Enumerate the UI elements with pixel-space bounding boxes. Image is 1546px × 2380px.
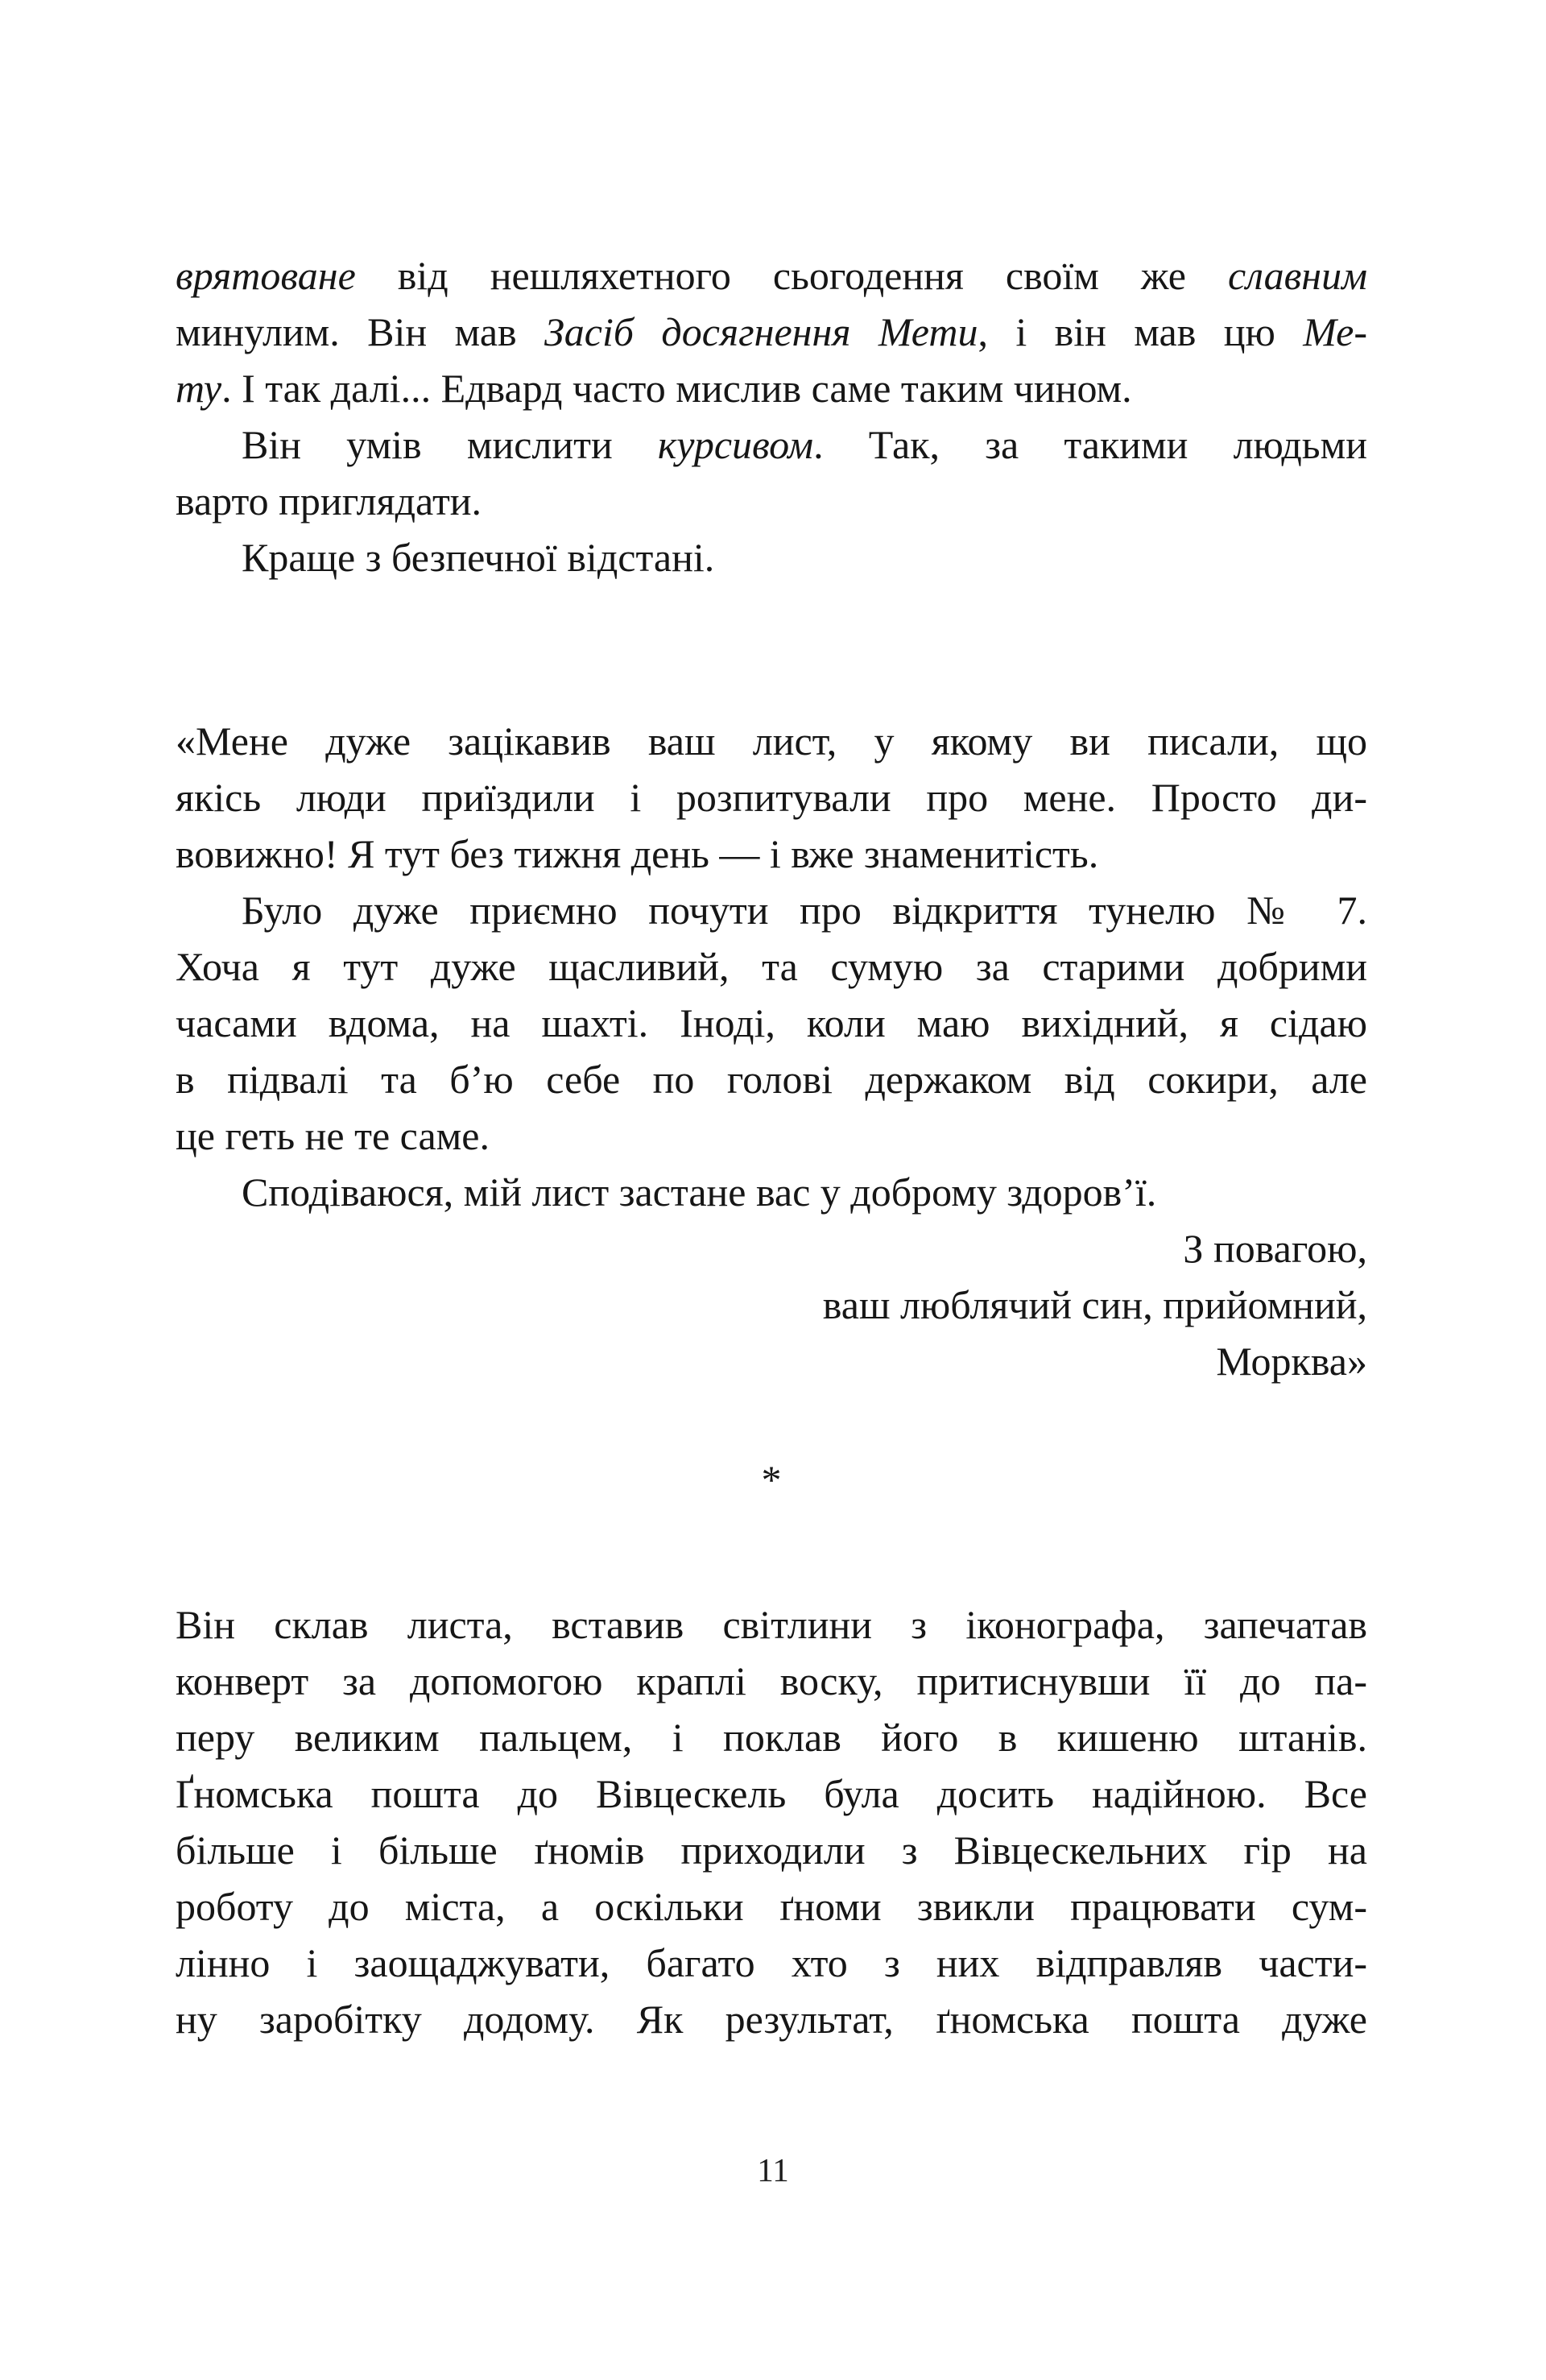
narration-paragraph-continued xyxy=(176,247,1367,416)
text-segment: Він склав листа, вставив світлини з іконографа, запечатав xyxy=(176,1602,1367,1647)
text-line xyxy=(176,1051,1367,1107)
letter-paragraph xyxy=(176,713,1367,882)
italic-text-segment: славним xyxy=(1227,253,1367,298)
text-line xyxy=(176,247,1367,304)
text-line xyxy=(176,1822,1367,1878)
text-line xyxy=(176,529,1367,586)
text-line xyxy=(176,1878,1367,1935)
text-line xyxy=(176,1765,1367,1822)
text-segment: перу великим пальцем, і поклав його в кишеню штанів. xyxy=(176,1715,1367,1760)
letter-paragraph xyxy=(176,882,1367,1164)
narration-paragraph xyxy=(176,1596,1367,2047)
letter-paragraph xyxy=(176,1164,1367,1220)
text-segment: Він умів мислити xyxy=(242,422,658,467)
text-segment: З повагою, xyxy=(1183,1226,1367,1271)
text-segment: це геть не те саме. xyxy=(176,1113,490,1158)
text-line xyxy=(176,360,1367,416)
text-segment: . І так далі... Едвард часто мислив саме таким чином. xyxy=(221,366,1132,411)
text-line xyxy=(176,1935,1367,1991)
signoff-line xyxy=(176,1277,1367,1333)
text-line xyxy=(176,1991,1367,2047)
text-line xyxy=(176,473,1367,529)
text-segment: роботу до міста, а оскільки ґноми звикли працювати сум- xyxy=(176,1884,1367,1929)
text-segment: лінно і заощаджувати, багато хто з них відправляв части- xyxy=(176,1940,1367,1985)
text-segment: Хоча я тут дуже щасливий, та сумую за старими добрими xyxy=(176,944,1367,989)
text-line xyxy=(176,304,1367,360)
scene-break-asterisk: * xyxy=(761,1457,782,1502)
text-line xyxy=(176,1164,1367,1220)
text-segment: , і він мав цю xyxy=(978,309,1304,354)
text-segment: в підвалі та б’ю себе по голові держаком від сокири, але xyxy=(176,1057,1367,1102)
text-line xyxy=(176,995,1367,1051)
text-segment: від нешляхетного сьогодення своїм же xyxy=(355,253,1228,298)
text-segment: ваш люблячий син, прийомний, xyxy=(822,1282,1367,1327)
page-text-area xyxy=(176,247,1367,2047)
text-line xyxy=(176,416,1367,473)
text-segment: Сподіваюся, мій лист застане вас у доброму здоров’ї. xyxy=(242,1169,1157,1215)
letter-signoff xyxy=(176,1220,1367,1389)
text-segment: . Так, за такими людьми xyxy=(813,422,1367,467)
text-segment: Ґномська пошта до Вівцескель була досить надійною. Все xyxy=(176,1771,1367,1816)
text-segment: Краще з безпечної відстані. xyxy=(242,535,715,580)
text-line xyxy=(176,1596,1367,1653)
text-segment: минулим. Він мав xyxy=(176,309,545,354)
text-segment: варто приглядати. xyxy=(176,478,482,524)
text-line xyxy=(176,882,1367,938)
text-segment: часами вдома, на шахті. Іноді, коли маю вихідний, я сідаю xyxy=(176,1000,1367,1045)
italic-text-segment: Засіб досягнення Мети xyxy=(544,309,978,354)
text-line xyxy=(176,1653,1367,1709)
text-segment: Морква» xyxy=(1216,1339,1367,1384)
text-line xyxy=(176,769,1367,826)
text-line xyxy=(176,1107,1367,1164)
text-segment: ну заробітку додому. Як результат, ґномська пошта дуже xyxy=(176,1997,1367,2042)
italic-text-segment: ту xyxy=(176,366,222,411)
italic-text-segment: курсивом xyxy=(657,422,814,467)
text-line xyxy=(176,1709,1367,1765)
signoff-line xyxy=(176,1220,1367,1277)
italic-text-segment: врятоване xyxy=(176,253,356,298)
page-number: 11 xyxy=(757,2151,789,2188)
text-segment: більше і більше ґномів приходили з Вівцескельних гір на xyxy=(176,1827,1367,1873)
text-segment: «Мене дуже зацікавив ваш лист, у якому ви писали, що xyxy=(176,718,1367,764)
text-segment: Було дуже приємно почути про відкриття тунелю № 7. xyxy=(242,888,1367,933)
narration-paragraph xyxy=(176,529,1367,586)
text-line xyxy=(176,826,1367,882)
text-segment: вовижно! Я тут без тижня день — і вже знаменитість. xyxy=(176,831,1099,876)
text-segment: конверт за допомогою краплі воску, притиснувши її до па- xyxy=(176,1658,1367,1703)
text-line xyxy=(176,713,1367,769)
narration-paragraph xyxy=(176,416,1367,529)
italic-text-segment: Ме- xyxy=(1303,309,1367,354)
signoff-line xyxy=(176,1333,1367,1389)
text-line xyxy=(176,938,1367,995)
text-segment: якісь люди приїздили і розпитували про мене. Просто ди- xyxy=(176,775,1367,820)
